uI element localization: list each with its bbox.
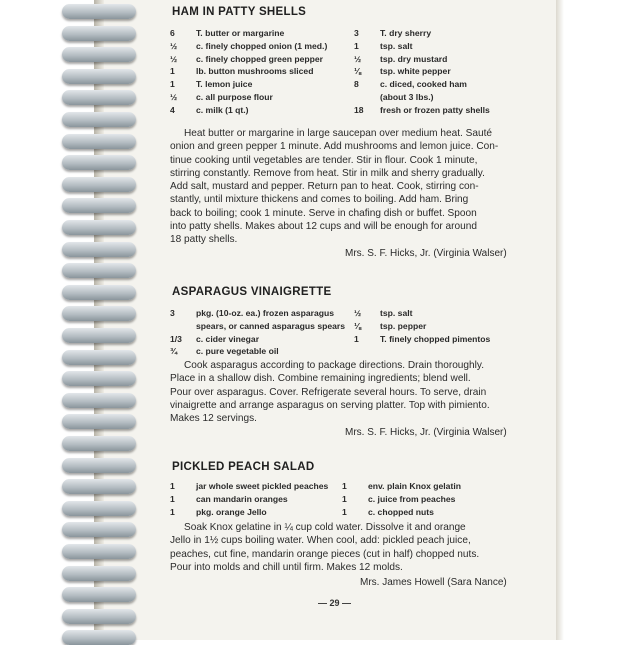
direction-line: Heat butter or margarine in large saucepan over medium heat. Sauté: [184, 128, 493, 139]
page-number: — 29 —: [318, 598, 352, 608]
binding-ring: [62, 501, 136, 516]
ingredient-item: c. juice from peaches: [368, 493, 456, 504]
ingredient-quantity: ½: [170, 53, 178, 64]
binding-ring: [62, 47, 136, 62]
ingredient-line: [354, 65, 540, 78]
ingredient-quantity: ½: [170, 91, 178, 102]
binding-ring: [62, 393, 136, 408]
recipe-attribution: Mrs. James Howell (Sara Nance): [360, 577, 507, 588]
direction-line: vinaigrette and arrange asparagus on serving platter. Top with pimiento.: [170, 399, 490, 411]
ingredient-quantity: 1: [170, 66, 175, 77]
binding-ring: [62, 522, 136, 537]
direction-line: Cook asparagus according to package directions. Drain thoroughly.: [184, 360, 484, 371]
binding-ring: [62, 198, 136, 213]
ingredient-quantity: 3: [170, 308, 175, 318]
ingredient-item: c. diced, cooked ham: [380, 79, 467, 90]
ingredient-line: [170, 91, 350, 104]
ingredient-item: (about 3 lbs.): [380, 91, 434, 102]
ingredient-line: [170, 345, 350, 358]
ingredients-right: [342, 480, 528, 518]
ingredient-line: [170, 65, 350, 78]
ingredient-line: [170, 506, 350, 519]
ingredient-line: [170, 104, 350, 117]
ingredient-quantity: 8: [354, 79, 359, 90]
ingredient-quantity: 1: [170, 79, 175, 90]
ingredient-line: [354, 91, 540, 104]
binding-ring: [62, 177, 136, 192]
ingredient-line: [354, 307, 540, 320]
binding-ring: [62, 587, 136, 602]
ingredient-quantity: 4: [170, 104, 175, 115]
ingredient-item: fresh or frozen patty shells: [380, 104, 490, 115]
direction-line: Place in a shallow dish. Combine remaining ingredients; blend well.: [170, 373, 471, 385]
binding-ring: [62, 4, 136, 19]
ingredient-item: pkg. orange Jello: [196, 506, 267, 517]
binding-ring: [62, 328, 136, 343]
binding-ring: [62, 609, 136, 624]
binding-ring: [62, 630, 136, 645]
ingredient-quantity: 1: [170, 506, 175, 517]
recipe-directions: [170, 521, 538, 574]
ingredients-right: [354, 307, 540, 345]
recipe-directions: [170, 127, 538, 247]
ingredient-line: [170, 320, 350, 333]
ingredient-item: tsp. white pepper: [380, 66, 451, 77]
binding-ring: [62, 242, 136, 257]
ingredient-item: c. pure vegetable oil: [196, 346, 279, 357]
ingredient-item: env. plain Knox gelatin: [368, 481, 461, 491]
ingredient-line: [170, 307, 350, 320]
ingredient-line: [170, 480, 350, 493]
ingredient-item: c. finely chopped green pepper: [196, 53, 324, 64]
ingredient-item: c. milk (1 qt.): [196, 104, 249, 115]
direction-line: Soak Knox gelatine in ¼ cup cold water. Dissolve it and orange: [184, 522, 466, 533]
ingredient-quantity: ⅛: [354, 66, 362, 77]
ingredient-line: [170, 78, 350, 91]
ingredient-quantity: 18: [354, 104, 364, 115]
ingredient-quantity: 1/3: [170, 333, 182, 344]
recipe-directions: [170, 359, 538, 425]
ingredient-item: tsp. dry mustard: [380, 53, 448, 64]
ingredient-quantity: ½: [170, 40, 178, 51]
recipe-title: ASPARAGUS VINAIGRETTE: [172, 286, 332, 298]
ingredient-item: tsp. salt: [380, 40, 413, 51]
binding-ring: [62, 544, 136, 559]
ingredient-line: [342, 506, 528, 519]
binding-ring: [62, 285, 136, 300]
binding-ring: [62, 26, 136, 41]
ingredient-item: c. finely chopped onion (1 med.): [196, 40, 328, 51]
binding-ring: [62, 306, 136, 321]
ingredients-left: [170, 480, 350, 518]
ingredient-item: T. lemon juice: [196, 79, 253, 90]
ingredient-quantity: 1: [354, 333, 359, 344]
binding-ring: [62, 350, 136, 365]
direction-line: Pour into molds and chill until firm. Makes 12 molds.: [170, 561, 403, 573]
recipe-attribution: Mrs. S. F. Hicks, Jr. (Virginia Walser): [345, 427, 507, 438]
direction-line: Jello in 1½ cups boiling water. When cool, add: pickled peach juice,: [170, 535, 471, 547]
direction-line: Makes 12 servings.: [170, 413, 257, 425]
recipe-attribution: Mrs. S. F. Hicks, Jr. (Virginia Walser): [345, 248, 507, 259]
recipe-title: HAM IN PATTY SHELLS: [172, 6, 307, 18]
ingredient-line: [354, 78, 540, 91]
ingredient-quantity: 1: [342, 481, 347, 491]
binding-ring: [62, 566, 136, 581]
binding-ring: [62, 134, 136, 149]
ingredient-line: [170, 40, 350, 53]
ingredient-item: can mandarin oranges: [196, 493, 288, 504]
ingredient-line: [354, 40, 540, 53]
direction-line: stantly, until mixture thickens and comes to boiling. Add ham. Bring: [170, 194, 469, 206]
binding-ring: [62, 220, 136, 235]
ingredients-right: [354, 27, 540, 117]
recipe-title: PICKLED PEACH SALAD: [172, 461, 315, 473]
ingredient-item: pkg. (10-oz. ea.) frozen asparagus: [196, 308, 335, 318]
ingredient-item: jar whole sweet pickled peaches: [196, 481, 329, 491]
binding-ring: [62, 112, 136, 127]
direction-line: back to boiling; cook 1 minute. Serve in chafing dish or buffet. Spoon: [170, 207, 477, 219]
ingredient-line: [354, 320, 540, 333]
binding-ring: [62, 90, 136, 105]
ingredient-line: [170, 333, 350, 346]
direction-line: Add salt, mustard and pepper. Return pan to heat. Cook, stirring con-: [170, 181, 479, 193]
direction-line: Pour over asparagus. Cover. Refrigerate several hours. To serve, drain: [170, 386, 487, 398]
direction-line: onion and green pepper 1 minute. Add mushrooms and lemon juice. Con-: [170, 141, 499, 153]
page-edge: [556, 0, 564, 640]
ingredient-item: tsp. salt: [380, 308, 413, 318]
ingredient-quantity: 3: [354, 28, 359, 38]
ingredient-line: [354, 53, 540, 66]
ingredient-quantity: 1: [342, 493, 347, 504]
ingredient-item: lb. button mushrooms sliced: [196, 66, 314, 77]
ingredient-item: T. finely chopped pimentos: [380, 333, 491, 344]
ingredient-line: [342, 493, 528, 506]
ingredient-line: [170, 493, 350, 506]
ingredient-quantity: 1: [342, 506, 347, 517]
ingredient-quantity: 1: [354, 40, 359, 51]
direction-line: stirring constantly. Remove from heat. Stir in milk and sherry gradually.: [170, 167, 485, 179]
ingredient-quantity: ⅛: [354, 320, 362, 331]
ingredient-line: [342, 480, 528, 493]
ingredient-quantity: ½: [354, 308, 362, 318]
ingredient-quantity: ¾: [170, 346, 178, 357]
ingredients-left: [170, 307, 350, 358]
ingredient-line: [170, 53, 350, 66]
ingredient-line: [354, 104, 540, 117]
binding-ring: [62, 479, 136, 494]
spiral-binding: [62, 0, 142, 640]
direction-line: peaches, cut fine, mandarin orange pieces (cut in half) chopped nuts.: [170, 548, 480, 560]
ingredient-item: T. butter or margarine: [196, 28, 285, 38]
binding-ring: [62, 414, 136, 429]
ingredient-item: c. cider vinegar: [196, 333, 260, 344]
ingredient-item: T. dry sherry: [380, 28, 432, 38]
direction-line: into patty shells. Makes about 12 cups and will be enough for around: [170, 221, 477, 233]
binding-ring: [62, 155, 136, 170]
ingredient-line: [354, 27, 540, 40]
binding-ring: [62, 371, 136, 386]
binding-ring: [62, 458, 136, 473]
binding-ring: [62, 69, 136, 84]
binding-ring: [62, 263, 136, 278]
ingredient-quantity: [354, 91, 380, 104]
ingredient-item: c. all purpose flour: [196, 91, 273, 102]
ingredient-quantity: ½: [354, 53, 362, 64]
ingredient-line: [354, 333, 540, 346]
ingredient-quantity: 6: [170, 28, 175, 38]
ingredients-left: [170, 27, 350, 117]
direction-line: tinue cooking until vegetables are tender. Stir in flour. Cook 1 minute,: [170, 154, 478, 166]
direction-line: 18 patty shells.: [170, 234, 238, 246]
ingredient-item: c. chopped nuts: [368, 506, 434, 517]
ingredient-quantity: [170, 320, 196, 333]
ingredient-line: [170, 27, 350, 40]
ingredient-item: tsp. pepper: [380, 320, 427, 331]
ingredient-item: spears, or canned asparagus spears: [196, 320, 346, 331]
ingredient-quantity: 1: [170, 481, 175, 491]
binding-ring: [62, 436, 136, 451]
ingredient-quantity: 1: [170, 493, 175, 504]
